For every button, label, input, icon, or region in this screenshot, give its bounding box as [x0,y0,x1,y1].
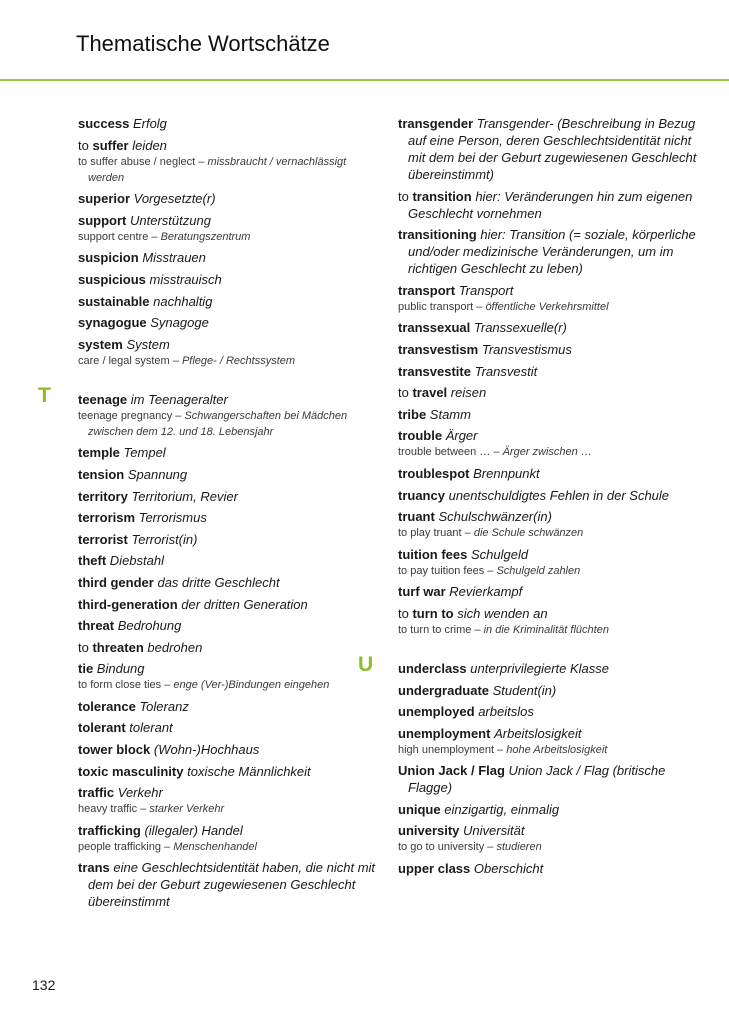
example-german: öffentliche Verkehrsmittel [485,300,609,313]
dictionary-entry [78,719,378,736]
example-english: teenage pregnancy – [78,409,185,422]
entry-main-line [78,271,378,288]
dictionary-entry [78,466,378,483]
example-english: high unemployment – [398,743,507,756]
entry-main-line [78,574,378,591]
example-german: Beratungszentrum [160,230,251,243]
headword: troublespot [398,465,470,481]
translation: sich wenden an [457,605,548,621]
dictionary-entry [398,465,698,482]
dictionary-entry [78,293,378,310]
headword: third gender [78,574,154,590]
entry-main-line [398,115,698,183]
title-divider [0,79,729,81]
example-german: in die Kriminalität flüchten [483,623,609,636]
example-english: to play truant – [398,527,474,540]
example-line [78,408,378,440]
dictionary-entry [398,682,698,699]
translation: Synagoge [150,315,209,331]
translation: einzigartig, einmalig [444,801,560,817]
headword: suffer [92,137,129,153]
example-english: heavy traffic – [78,803,150,816]
translation: reisen [450,385,487,401]
entry-main-line [398,363,698,380]
entry-main-line [398,226,698,277]
entry-main-line [78,488,378,505]
translation: Terrorist(in) [131,531,198,547]
example-line [398,742,698,758]
translation: hier: Transition (= soziale, körperliche und/oder medizinische Veränderungen, um im richtigen Geschlecht zu leben) [408,227,696,277]
entry-main-line [78,822,378,839]
example-english: to turn to crime – [398,623,484,636]
entry-main-line [78,466,378,483]
dictionary-entry [398,319,698,336]
translation: der dritten Generation [181,596,308,612]
entry-main-line [398,605,698,622]
headword: trafficking [78,822,141,838]
dictionary-entry [398,583,698,600]
dictionary-entry [78,822,378,855]
dictionary-entry [78,574,378,591]
translation: Toleranz [139,698,189,714]
entries-s [78,115,378,369]
dictionary-entry [398,226,698,277]
translation: Ärger [445,428,478,444]
translation: im Teenageralter [130,391,228,407]
entry-main-line [78,336,378,353]
translation: eine Geschlechtsidentität haben, die nicht mit dem bei der Geburt zugewiesenen Geschlecht übereinstimmt [88,860,376,910]
example-german: Ärger zwischen … [502,446,592,459]
headword: territory [78,488,128,504]
entry-main-line [398,508,698,525]
headword: traffic [78,785,115,801]
translation: tolerant [129,720,173,736]
headword: Union Jack / Flag [398,763,505,779]
entry-main-line [398,406,698,423]
headword: tolerance [78,698,136,714]
entry-main-line [78,719,378,736]
translation: Bedrohung [117,618,182,634]
translation: Spannung [127,466,188,482]
entry-main-line [78,660,378,677]
translation: Terrorismus [138,510,207,526]
example-line [398,622,698,638]
section-t-left [38,383,378,911]
example-line [78,677,378,693]
example-english: care / legal system – [78,354,182,367]
headword: unique [398,801,441,817]
entry-main-line [398,703,698,720]
example-line [398,525,698,541]
headword: tower block [78,742,151,758]
example-german: starker Verkehr [149,803,225,816]
entry-main-line [398,319,698,336]
dictionary-entry [78,763,378,780]
headword: underclass [398,660,467,676]
dictionary-entry [398,384,698,401]
example-german: Schulgeld zahlen [496,564,581,577]
translation: Vorgesetzte(r) [133,191,216,207]
example-german: Pflege- / Rechtssystem [181,354,296,367]
example-english: public transport – [398,300,486,313]
example-german: Menschenhandel [173,840,257,853]
dictionary-entry [398,188,698,222]
dictionary-entry [398,703,698,720]
dictionary-entry [78,639,378,656]
translation: hier: Veränderungen hin zum eigenen Geschlecht vornehmen [408,188,693,221]
headword: threat [78,618,115,634]
entry-main-line [398,341,698,358]
translation: Schulgeld [470,546,529,562]
headword: transport [398,282,456,298]
entry-main-line [78,509,378,526]
headword: tension [78,466,125,482]
example-line [398,839,698,855]
dictionary-entry [78,391,378,440]
dictionary-entry [398,860,698,877]
example-german: missbraucht / vernachlässigt werden [88,155,347,184]
entry-main-line [398,384,698,401]
translation: Stamm [429,406,471,422]
headword: university [398,823,460,839]
entry-main-line [78,391,378,408]
headword: upper class [398,861,471,877]
translation: bedrohen [147,639,203,655]
section-letter-u: U [358,652,374,676]
example-line [78,353,378,369]
dictionary-entry [78,115,378,132]
example-line [398,563,698,579]
entry-main-line [398,801,698,818]
entry-main-line [78,444,378,461]
example-german: studieren [496,841,542,854]
translation: leiden [132,137,167,153]
dictionary-entry [398,115,698,183]
translation: Territorium, Revier [131,488,238,504]
entry-main-line [78,763,378,780]
entry-main-line [398,427,698,444]
entry-main-line [398,282,698,299]
headword: truant [398,509,435,525]
translation: Transvestit [474,363,538,379]
entry-main-line [78,293,378,310]
example-english: support centre – [78,230,161,243]
headword: theft [78,553,107,569]
headword: tie [78,661,94,677]
headword: suspicious [78,271,146,287]
example-english: trouble between … – [398,446,503,459]
entry-main-line [398,487,698,504]
headword: turn to [412,605,454,621]
right-column [358,115,698,882]
translation: Brennpunkt [473,465,540,481]
translation: Revierkampf [449,584,523,600]
translation: Erfolg [132,116,167,131]
entry-prefix: to [78,639,93,655]
translation: Verkehr [117,785,163,801]
headword: tuition fees [398,546,468,562]
headword: toxic masculinity [78,763,184,779]
section-u [358,652,698,877]
headword: support [78,212,127,228]
dictionary-entry [398,487,698,504]
headword: terrorist [78,531,128,547]
example-line [78,801,378,817]
entry-main-line [398,860,698,877]
dictionary-entry [78,336,378,369]
headword: system [78,336,123,352]
dictionary-entry [78,660,378,693]
entry-main-line [78,639,378,656]
example-line [398,299,698,315]
translation: Universität [463,823,525,839]
dictionary-entry [78,596,378,613]
headword: transsexual [398,320,471,336]
headword: success [78,116,130,131]
entry-main-line [398,822,698,839]
translation: Bindung [96,661,145,677]
translation: Oberschicht [473,861,544,877]
headword: tribe [398,406,427,422]
translation: Student(in) [492,682,557,698]
translation: Misstrauen [142,250,206,266]
dictionary-entry [398,801,698,818]
headword: transvestite [398,363,471,379]
entry-main-line [398,660,698,677]
translation: Transvestismus [481,341,572,357]
example-line [78,839,378,855]
entry-main-line [398,465,698,482]
entry-main-line [78,137,378,154]
headword: unemployed [398,704,475,720]
entry-main-line [78,115,378,132]
headword: teenage [78,391,128,407]
headword: third-generation [78,596,178,612]
entry-main-line [78,314,378,331]
headword: suspicion [78,250,139,266]
example-german: enge (Ver-)Bindungen eingehen [173,679,330,692]
dictionary-entry [78,190,378,207]
dictionary-entry [398,660,698,677]
section-letter-t: T [38,383,51,407]
translation: Transgender- (Beschreibung in Bezug auf eine Person, deren Geschlechtsidentität nicht mit dem bei der Geburt zugewiesenen Geschlecht übereinstimmt) [408,116,697,182]
dictionary-entry [78,137,378,186]
example-line [78,154,378,186]
page-number: 132 [32,977,56,993]
dictionary-entry [78,617,378,634]
headword: tolerant [78,720,126,736]
entry-main-line [78,741,378,758]
translation: Diebstahl [109,553,164,569]
entry-prefix: to [398,188,413,204]
translation: Unterstützung [130,212,211,228]
dictionary-entry [78,552,378,569]
entry-main-line [78,859,378,910]
entries-t-right [398,115,698,638]
example-english: to suffer abuse / neglect – [78,155,208,168]
translation: arbeitslos [478,704,534,720]
translation: Transsexuelle(r) [473,320,567,336]
translation: System [126,336,170,352]
entry-main-line [78,617,378,634]
entry-main-line [398,546,698,563]
entries-t-left [78,391,378,911]
headword: undergraduate [398,682,490,698]
headword: transitioning [398,227,477,243]
page-title: Thematische Wortschätze [76,31,330,56]
headword: threaten [92,639,144,655]
translation: nachhaltig [153,293,213,309]
dictionary-entry [78,488,378,505]
entry-main-line [78,784,378,801]
example-german: hohe Arbeitslosigkeit [506,743,608,756]
dictionary-entry [78,531,378,548]
dictionary-entry [398,546,698,579]
headword: turf war [398,584,446,600]
dictionary-entry [398,762,698,796]
dictionary-entry [78,859,378,910]
translation: Schulschwänzer(in) [438,509,552,525]
entry-main-line [78,698,378,715]
entry-main-line [398,682,698,699]
entry-main-line [78,212,378,229]
entries-u [398,660,698,877]
headword: travel [412,385,448,401]
example-english: to go to university – [398,841,497,854]
dictionary-entry [78,271,378,288]
dictionary-entry [78,698,378,715]
headword: temple [78,445,120,461]
translation: unterprivilegierte Klasse [470,660,610,676]
headword: transvestism [398,341,479,357]
dictionary-entry [398,605,698,638]
translation: Transport [458,282,514,298]
entry-main-line [78,596,378,613]
dictionary-entry [78,784,378,817]
headword: superior [78,191,131,207]
entry-main-line [398,762,698,796]
translation: misstrauisch [149,271,222,287]
dictionary-entry [78,212,378,245]
entry-prefix: to [78,137,93,153]
example-line [78,229,378,245]
dictionary-entry [78,249,378,266]
headword: trans [78,860,110,876]
dictionary-entry [398,406,698,423]
headword: terrorism [78,510,136,526]
headword: trouble [398,428,443,444]
headword: transgender [398,116,474,131]
headword: synagogue [78,315,147,331]
translation: Tempel [123,445,166,461]
entry-main-line [398,583,698,600]
example-german: die Schule schwänzen [473,527,584,540]
translation: das dritte Geschlecht [157,574,280,590]
entry-prefix: to [398,385,413,401]
dictionary-entry [398,363,698,380]
entry-main-line [78,552,378,569]
entry-main-line [398,188,698,222]
dictionary-entry [398,427,698,460]
dictionary-entry [398,725,698,758]
headword: truancy [398,487,445,503]
translation: (illegaler) Handel [144,822,243,838]
example-english: to pay tuition fees – [398,564,497,577]
dictionary-entry [398,341,698,358]
example-german: Schwangerschaften bei Mädchen zwischen dem 12. und 18. Lebensjahr [88,409,348,438]
headword: sustainable [78,293,150,309]
dictionary-entry [398,822,698,855]
entry-main-line [78,531,378,548]
example-english: people trafficking – [78,840,174,853]
translation: Union Jack / Flag (britische Flagge) [408,763,666,796]
example-line [398,444,698,460]
dictionary-entry [78,444,378,461]
dictionary-entry [398,508,698,541]
entry-prefix: to [398,605,413,621]
entry-main-line [398,725,698,742]
translation: toxische Männlichkeit [187,763,311,779]
entry-main-line [78,249,378,266]
headword: unemployment [398,725,491,741]
dictionary-entry [78,314,378,331]
dictionary-entry [78,509,378,526]
translation: Arbeitslosigkeit [494,725,582,741]
translation: (Wohn-)Hochhaus [153,742,260,758]
headword: transition [412,188,472,204]
example-english: to form close ties – [78,679,174,692]
left-column [38,115,378,915]
translation: unentschuldigtes Fehlen in der Schule [448,487,670,503]
dictionary-entry [398,282,698,315]
dictionary-entry [78,741,378,758]
entry-main-line [78,190,378,207]
